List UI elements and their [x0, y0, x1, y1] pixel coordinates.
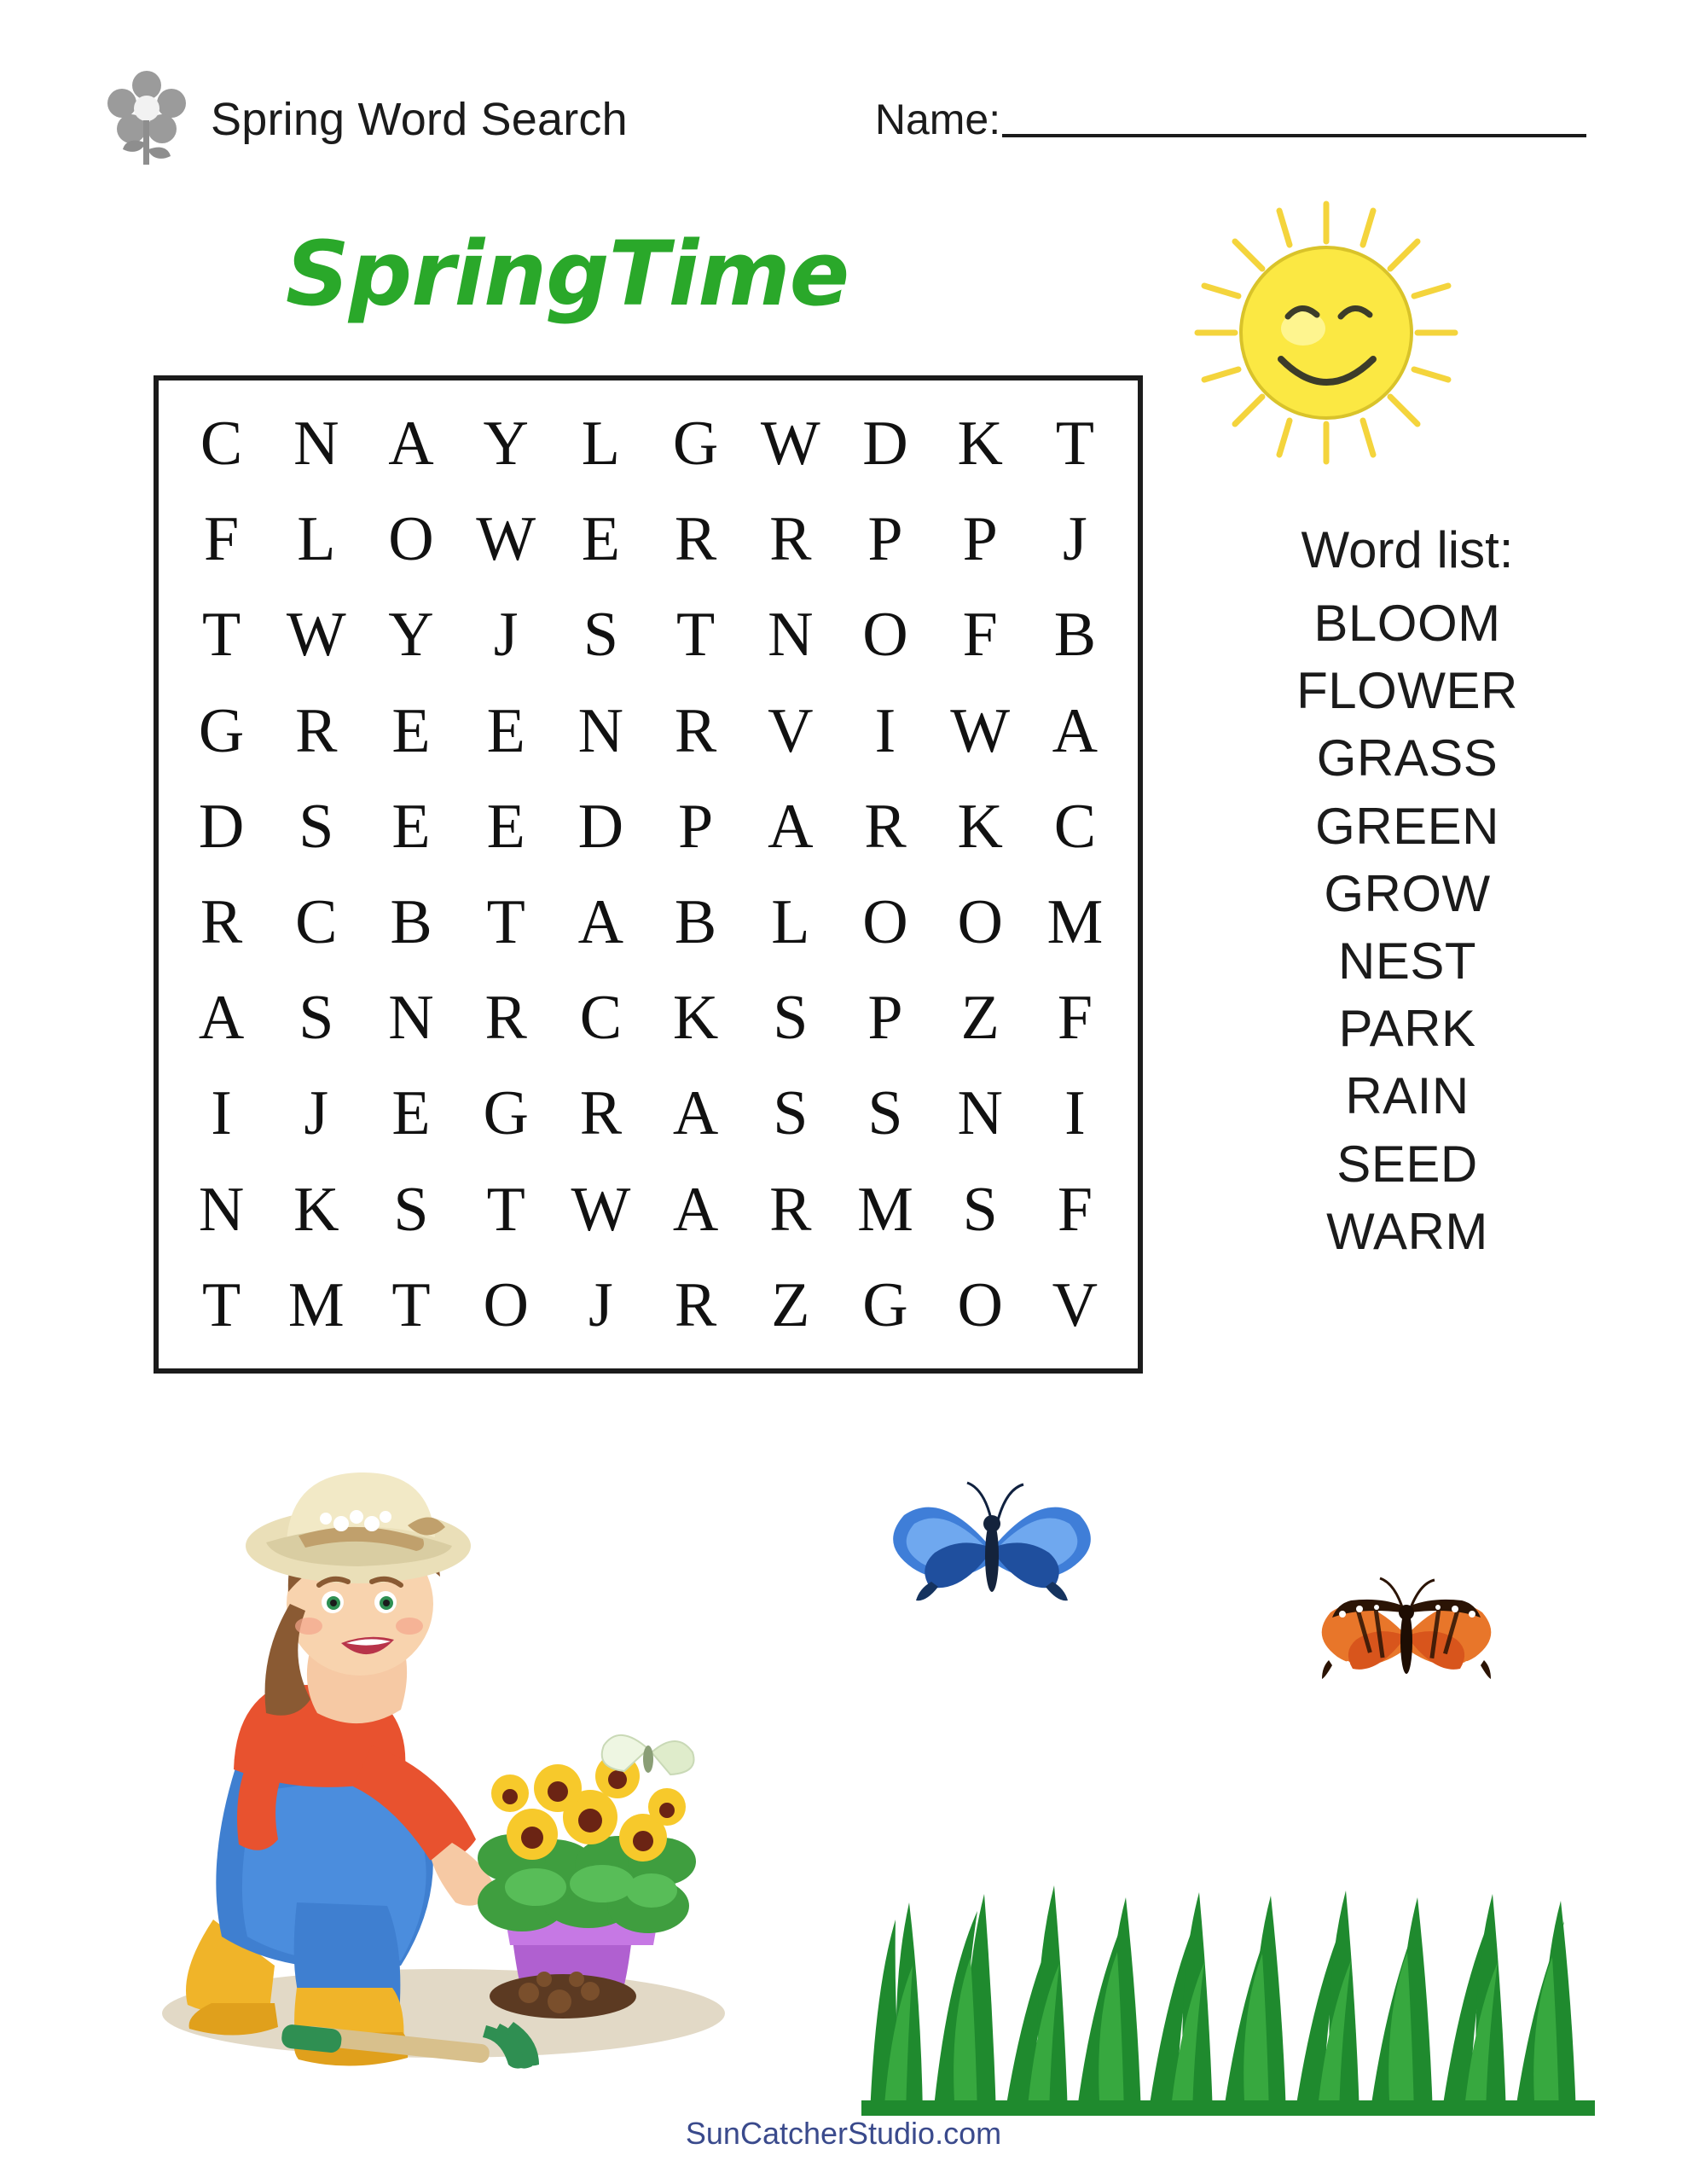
word-list-item[interactable]: GREEN	[1315, 797, 1499, 855]
grid-cell[interactable]: M	[1046, 887, 1104, 958]
grid-cell[interactable]: R	[769, 1174, 812, 1245]
footer-credit: SunCatcherStudio.com	[685, 2116, 1002, 2151]
grid-cell[interactable]: Y	[483, 409, 529, 479]
grid-cell[interactable]: N	[577, 695, 624, 766]
grid-cell[interactable]: C	[200, 409, 243, 479]
grid-cell[interactable]: T	[1055, 409, 1094, 479]
grid-cell[interactable]: C	[579, 983, 623, 1054]
grid-cell[interactable]: C	[1053, 791, 1097, 862]
grid-cell[interactable]: A	[768, 791, 814, 862]
grid-cell[interactable]: Z	[771, 1269, 810, 1340]
grid-cell[interactable]: T	[486, 887, 525, 958]
grid-cell[interactable]: I	[874, 695, 896, 766]
grid-cell[interactable]: A	[388, 409, 434, 479]
grid-cell[interactable]: W	[286, 600, 346, 671]
name-field-group	[875, 95, 1586, 144]
grid-cell[interactable]: T	[486, 1174, 525, 1245]
word-list-title: Word list:	[1301, 521, 1514, 578]
grid-cell[interactable]: A	[672, 1078, 719, 1149]
orange-monarch-butterfly-icon	[1313, 1561, 1501, 1715]
name-label: Name:	[874, 96, 1001, 143]
grid-cell[interactable]: I	[1064, 1078, 1086, 1149]
grid-cell[interactable]: C	[295, 887, 338, 958]
grid-cell[interactable]: V	[768, 695, 814, 766]
word-search-grid[interactable]	[154, 375, 1143, 1374]
grid-cell[interactable]: R	[674, 504, 717, 575]
worksheet-header	[102, 73, 1586, 166]
grid-cell[interactable]: M	[857, 1174, 913, 1245]
grid-cell[interactable]: J	[588, 1269, 613, 1340]
word-list-item[interactable]: GRASS	[1316, 729, 1499, 787]
grid-cell[interactable]: L	[297, 504, 336, 575]
grid-cell[interactable]: R	[769, 504, 812, 575]
page-title: Spring Word Search	[211, 94, 628, 145]
grid-cell[interactable]: O	[957, 887, 1003, 958]
grid-cell[interactable]: F	[1057, 983, 1093, 1054]
grid-cell[interactable]: S	[867, 1078, 903, 1149]
word-list-item[interactable]: FLOWER	[1296, 662, 1518, 720]
grid-cell[interactable]: B	[1053, 600, 1097, 671]
grid-cell[interactable]: P	[867, 983, 903, 1054]
grid-cell[interactable]: S	[393, 1174, 429, 1245]
grid-cell[interactable]: P	[962, 504, 998, 575]
word-list-item[interactable]: PARK	[1338, 1000, 1476, 1058]
word-list-item[interactable]: SEED	[1336, 1135, 1478, 1193]
grid-cell[interactable]: D	[862, 409, 908, 479]
word-list-item[interactable]: NEST	[1337, 932, 1477, 990]
grid-cell[interactable]: D	[577, 791, 624, 862]
word-list-item[interactable]: RAIN	[1345, 1067, 1470, 1125]
word-list-item[interactable]: WARM	[1326, 1202, 1488, 1260]
grid-cell[interactable]: J	[493, 600, 519, 671]
grid-cell[interactable]: R	[579, 1078, 623, 1149]
grid-cell[interactable]: O	[483, 1269, 529, 1340]
grid-cell[interactable]: A	[672, 1174, 719, 1245]
grid-cell[interactable]: P	[678, 791, 714, 862]
grid-cell[interactable]: S	[299, 983, 334, 1054]
grid-cell[interactable]: G	[483, 1078, 529, 1149]
grid-cell[interactable]: K	[957, 409, 1003, 479]
name-input-line[interactable]	[1002, 134, 1586, 137]
grid-cell[interactable]: F	[1057, 1174, 1093, 1245]
grid-cell[interactable]: G	[862, 1269, 908, 1340]
grid-cell[interactable]: N	[293, 409, 339, 479]
grid-cell[interactable]: G	[198, 695, 245, 766]
grid-cell[interactable]: O	[862, 887, 908, 958]
word-list	[1228, 520, 1586, 1265]
grid-cell[interactable]: E	[486, 695, 525, 766]
grid-cell[interactable]: P	[867, 504, 903, 575]
grid-cell[interactable]: T	[391, 1269, 431, 1340]
girl-planting-flowers-illustration	[85, 1391, 827, 2073]
grid-cell[interactable]: V	[1052, 1269, 1099, 1340]
grid-cell[interactable]: M	[287, 1269, 345, 1340]
grid-cell[interactable]: I	[211, 1078, 232, 1149]
grid-cell[interactable]: D	[198, 791, 245, 862]
grid-cell[interactable]: O	[388, 504, 434, 575]
grid-cell[interactable]: A	[577, 887, 624, 958]
grid-cell[interactable]: E	[391, 791, 431, 862]
grid-cell[interactable]: T	[675, 600, 716, 671]
grid-cell[interactable]: N	[388, 983, 434, 1054]
flower-icon	[102, 71, 192, 169]
grid-cell[interactable]: R	[674, 1269, 717, 1340]
grid-cell[interactable]: S	[773, 983, 809, 1054]
grid-cell[interactable]: Z	[960, 983, 1000, 1054]
grid-cell[interactable]: K	[672, 983, 719, 1054]
grid-cell[interactable]: W	[476, 504, 536, 575]
grid-cell[interactable]: O	[862, 600, 908, 671]
grid-cell[interactable]: G	[672, 409, 719, 479]
grid-cell[interactable]: N	[768, 600, 814, 671]
grid-cell[interactable]: K	[957, 791, 1003, 862]
grid-cell[interactable]: J	[1062, 504, 1087, 575]
grid-cell[interactable]: S	[962, 1174, 998, 1245]
grid-cell[interactable]: R	[864, 791, 907, 862]
green-grass-illustration	[861, 1774, 1595, 2116]
grid-cell[interactable]: T	[201, 1269, 241, 1340]
grid-cell[interactable]: R	[484, 983, 527, 1054]
grid-cell[interactable]: O	[957, 1269, 1003, 1340]
grid-cell[interactable]: R	[200, 887, 243, 958]
smiling-sun-icon	[1186, 192, 1467, 473]
grid-cell[interactable]: L	[771, 887, 810, 958]
grid-cell[interactable]: W	[571, 1174, 631, 1245]
puzzle-title: SpringTime	[285, 222, 849, 326]
word-list-item[interactable]: BLOOM	[1313, 595, 1501, 652]
grid-cell[interactable]: B	[390, 887, 432, 958]
grid-cell[interactable]: E	[581, 504, 620, 575]
grid-cell[interactable]: W	[950, 695, 1011, 766]
grid-cell[interactable]: N	[198, 1174, 245, 1245]
grid-cell[interactable]: Y	[388, 600, 434, 671]
grid-cell[interactable]: S	[583, 600, 618, 671]
grid-cell[interactable]: W	[760, 409, 820, 479]
grid-cell[interactable]: K	[293, 1174, 339, 1245]
blue-butterfly-icon	[887, 1467, 1100, 1638]
grid-cell[interactable]: N	[957, 1078, 1003, 1149]
grid-cell[interactable]: E	[391, 695, 431, 766]
grid-cell[interactable]: E	[391, 1078, 431, 1149]
grid-cell[interactable]: E	[486, 791, 525, 862]
grid-cell[interactable]: L	[581, 409, 620, 479]
grid-cell[interactable]: A	[198, 983, 245, 1054]
word-list-item[interactable]: GROW	[1324, 864, 1491, 922]
grid-cell[interactable]: B	[674, 887, 717, 958]
grid-cell[interactable]: S	[299, 791, 334, 862]
grid-cell[interactable]: F	[962, 600, 998, 671]
grid-cell[interactable]: R	[674, 695, 717, 766]
grid-cell[interactable]: F	[204, 504, 240, 575]
grid-cell[interactable]: S	[773, 1078, 809, 1149]
grid-cell[interactable]: A	[1052, 695, 1099, 766]
grid-cell[interactable]: T	[201, 600, 241, 671]
grid-cell[interactable]: J	[304, 1078, 329, 1149]
grid-cell[interactable]: R	[295, 695, 338, 766]
